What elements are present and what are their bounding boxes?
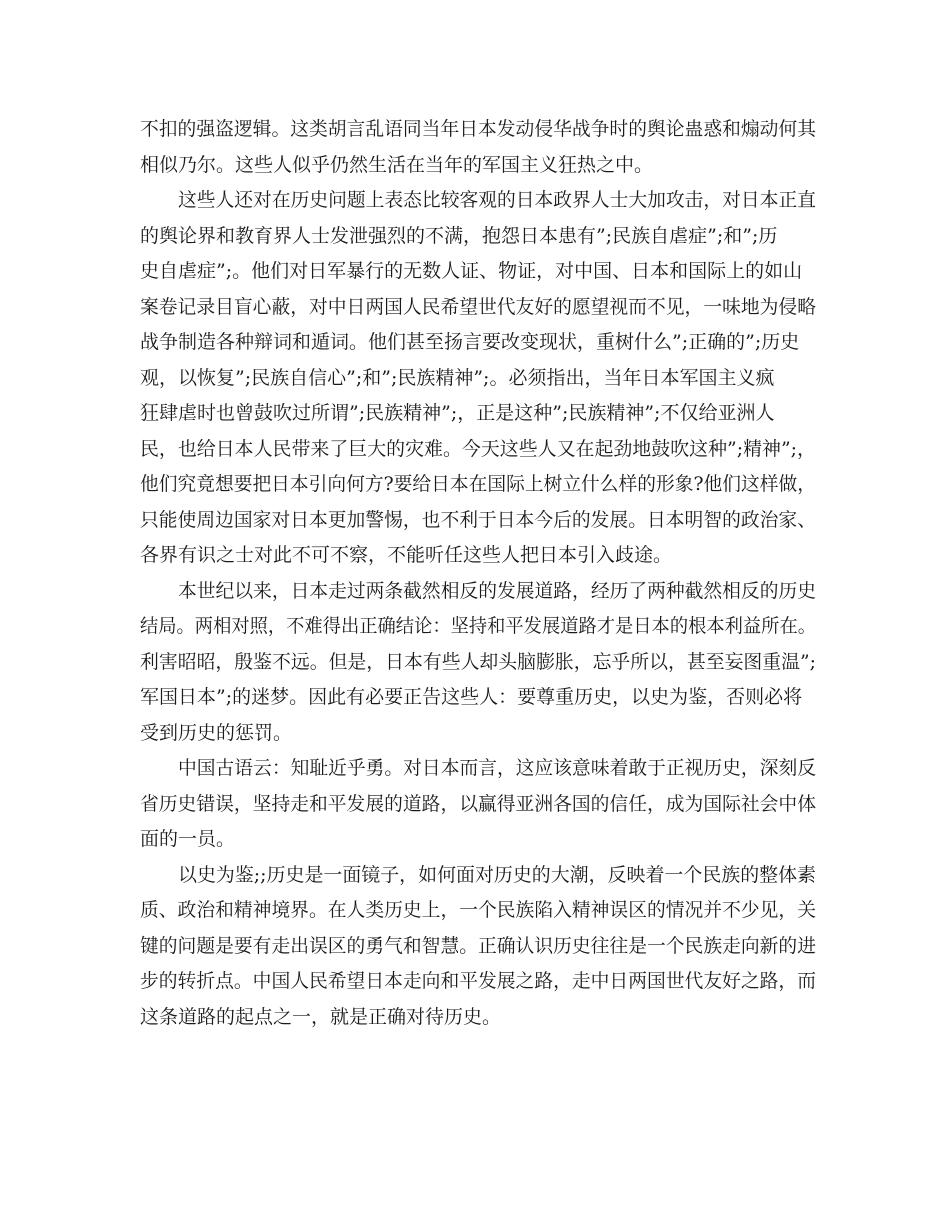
text-line: 观，以恢复”;民族自信心”;和”;民族精神”;。必须指出，当年日本军国主义疯	[140, 366, 775, 389]
paragraph	[140, 112, 816, 183]
text-line: 狂肆虐时也曾鼓吹过所谓”;民族精神”;，正是这种”;民族精神”;不仅给亚洲人	[140, 402, 775, 424]
text-line: 民，也给日本人民带来了巨大的灾难。今天这些人又在起劲地鼓吹这种”;精神”;，	[140, 437, 816, 460]
text-line: 只能使周边国家对日本更加警惕，也不利于日本今后的发展。日本明智的政治家、	[140, 508, 816, 531]
paragraph	[140, 858, 816, 1036]
text-line: 相似乃尔。这些人似乎仍然生活在当年的军国主义狂热之中。	[140, 153, 654, 176]
text-line: 质、政治和精神境界。在人类历史上，一个民族陷入精神误区的情况并不少见，关	[140, 899, 816, 921]
text-line: 的舆论界和教育界人士发泄强烈的不满，抱怨日本患有”;民族自虐症”;和”;历	[140, 224, 778, 247]
text-line: 他们究竟想要把日本引向何方?要给日本在国际上树立什么样的形象?他们这样做，	[140, 473, 816, 495]
paragraph	[140, 574, 816, 752]
text-line: 史自虐症”;。他们对日军暴行的无数人证、物证，对中国、日本和国际上的如山	[140, 260, 803, 282]
text-line: 这些人还对在历史问题上表态比较客观的日本政界人士大加攻击，对日本正直	[178, 189, 816, 211]
text-line: 利害昭昭，殷鉴不远。但是，日本有些人却头脑膨胀，忘乎所以，甚至妄图重温”;	[140, 650, 816, 673]
text-line: 受到历史的惩罚。	[140, 721, 293, 744]
text-line: 军国日本”;的迷梦。因此有必要正告这些人：要尊重历史，以史为鉴，否则必将	[140, 686, 803, 708]
text-line: 结局。两相对照，不难得出正确结论：坚持和平发展道路才是日本的根本利益所在。	[140, 615, 816, 637]
text-line: 这条道路的起点之一，就是正确对待历史。	[140, 1005, 502, 1028]
text-line: 本世纪以来，日本走过两条截然相反的发展道路，经历了两种截然相反的历史	[178, 579, 816, 602]
text-line: 步的转折点。中国人民希望日本走向和平发展之路，走中日两国世代友好之路，而	[140, 970, 816, 992]
text-line: 面的一员。	[140, 828, 236, 850]
text-line: 案卷记录目盲心蔽，对中日两国人民希望世代友好的愿望视而不见，一味地为侵略	[140, 295, 816, 318]
text-line: 战争制造各种辩词和遁词。他们甚至扬言要改变现状，重树什么”;正确的”;历史	[140, 331, 800, 353]
article-body	[140, 112, 816, 1035]
text-line: 各界有识之士对此不可不察，不能听任这些人把日本引入歧途。	[140, 544, 673, 566]
text-line: 中国古语云：知耻近乎勇。对日本而言，这应该意味着敢于正视历史，深刻反	[178, 757, 816, 779]
paragraph	[140, 751, 816, 858]
paragraph	[140, 183, 816, 574]
text-line: 不扣的强盗逻辑。这类胡言乱语同当年日本发动侵华战争时的舆论蛊惑和煽动何其	[140, 118, 816, 140]
text-line: 键的问题是要有走出误区的勇气和智慧。正确认识历史往往是一个民族走向新的进	[140, 934, 816, 957]
text-line: 以史为鉴;;历史是一面镜子，如何面对历史的大潮，反映着一个民族的整体素	[178, 863, 816, 886]
text-line: 省历史错误，坚持走和平发展的道路，以赢得亚洲各国的信任，成为国际社会中体	[140, 792, 816, 815]
